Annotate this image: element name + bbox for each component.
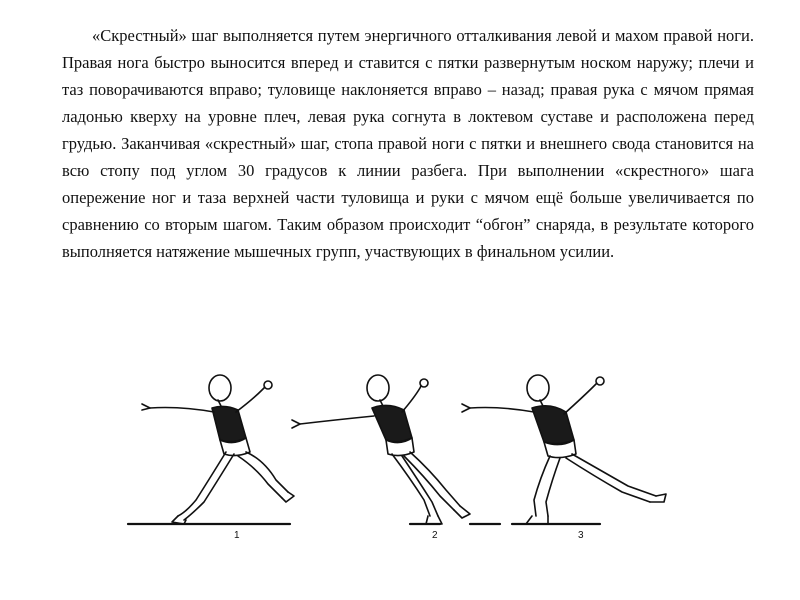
athlete-figure-2	[292, 375, 500, 541]
figure-label-2: 2	[432, 530, 438, 541]
figure-label-3: 3	[578, 530, 584, 541]
figure-label-1: 1	[234, 530, 240, 541]
athlete-illustration	[0, 360, 800, 600]
athlete-figure-3	[462, 375, 666, 541]
body-paragraph: «Скрестный» шаг выполняется путем энергичного отталкивания левой и махом правой ноги. Правая нога быстро выносится вперед и ставится с пятки развернутым носком наружу; плечи и таз поворачиваются вправо; туловище наклоняется вправо – назад; правая рука с мячом прямая ладонью кверху на уровне плеч, левая рука согнута в локтевом суставе и расположена перед грудью. Заканчивая «скрестный» шаг, стопа правой ноги с пятки и внешнего свода становится на всю стопу под углом 30 градусов к линии разбега. При выполнении «скрестного» шага опережение ног и таза верхней части туловища и руки с мячом ещё больше увеличивается по сравнению со вторым шагом. Таким образом происходит “обгон” снаряда, в результате которого выполняется натяжение мышечных групп, участвующих в финальном усилии.	[62, 26, 754, 261]
athlete-figure-1	[128, 375, 294, 541]
